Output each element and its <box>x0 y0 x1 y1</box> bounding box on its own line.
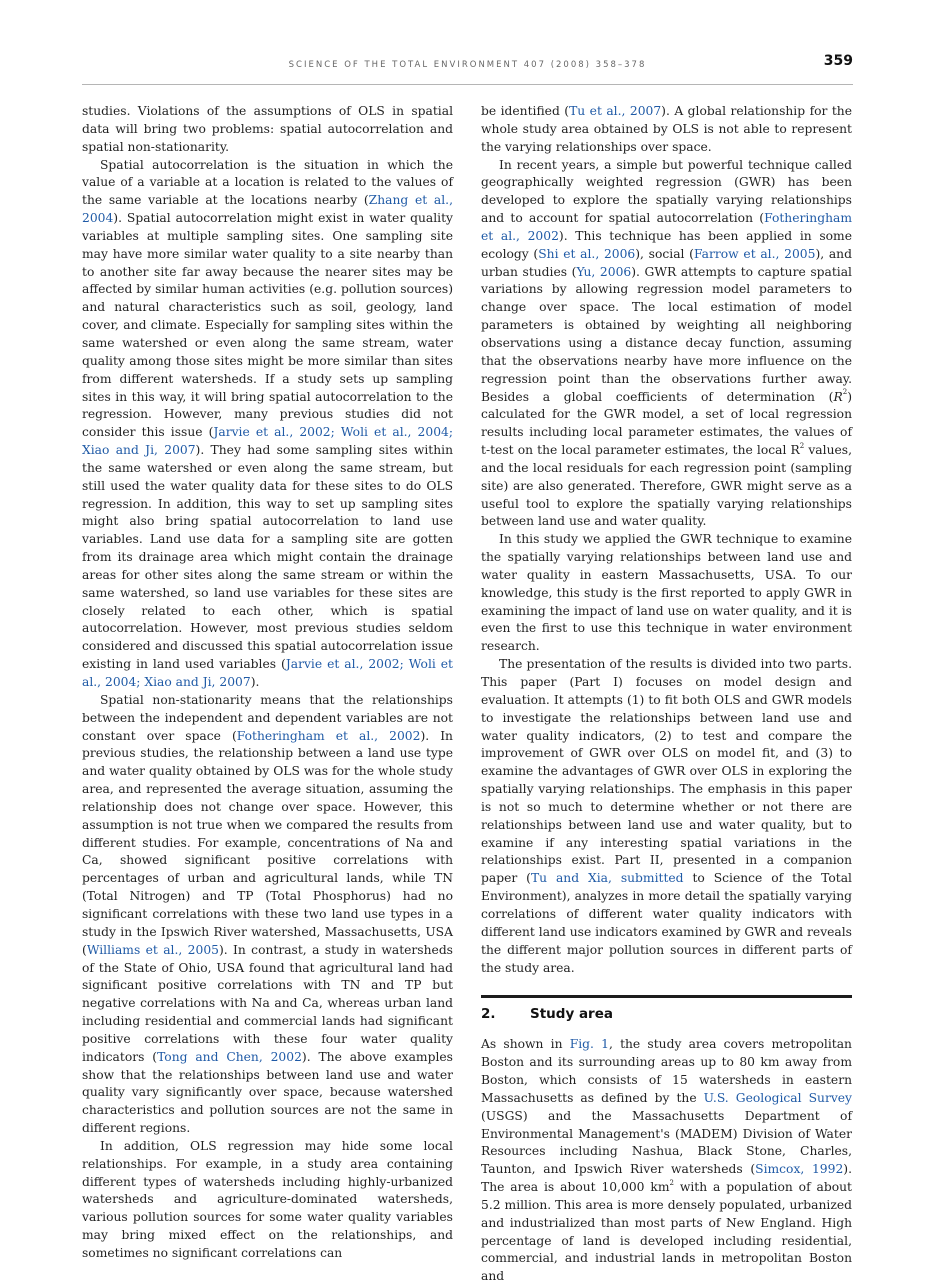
section-rule <box>481 995 852 998</box>
left-column <box>82 103 453 1263</box>
citation-link[interactable]: Zhang et al., 2004 <box>82 193 453 226</box>
journal-reference: SCIENCE OF THE TOTAL ENVIRONMENT 407 (2008) 358–378 <box>288 60 647 70</box>
right-paragraph-2 <box>481 157 852 532</box>
figure-link[interactable]: Fig. 1 <box>569 1037 609 1052</box>
text-run: ). A global relationship for the whole study area obtained by OLS is not able to represent the varying relationships over space. <box>481 104 852 154</box>
citation-link[interactable]: Simcox, 1992 <box>755 1162 844 1177</box>
section-heading <box>481 1006 852 1022</box>
left-paragraph-3 <box>82 692 453 1138</box>
running-head <box>82 50 853 78</box>
right-paragraph-4 <box>481 656 852 977</box>
left-paragraph-1: studies. Violations of the assumptions of OLS in spatial data will bring two problems: spatial autocorrelation and spatial non-stationarity. <box>82 104 453 154</box>
text-run: ). The area is about 10,000 km <box>481 1162 852 1195</box>
r-symbol: R <box>833 389 843 404</box>
citation-link[interactable]: Fotheringham et al., 2002 <box>481 211 852 243</box>
text-run: ). They had some sampling sites within the same watershed or even along the same stream, but still used the water quality data for these sites to do OLS regression. In addition, this way to set up sampling sites might also bring spatial autocorrelation to land use variables. Land use data for a sampling site are gotten from its drainage area which might contain the drainage areas for other sites along the same stream or within the same watershed, so land use variables for these sites are closely related to each other, which is spatial autocorrelation. However, most previous studies seldom considered and discussed this spatial autocorrelation issue existing in land used variables ( <box>82 443 453 672</box>
section-title: Study area <box>530 1006 613 1023</box>
text-run: ). <box>250 675 260 689</box>
right-paragraph-5 <box>481 1036 852 1286</box>
text-run: ). The above examples show that the relationships between land use and water quality vary significantly over space, because watershed characteristics and pollution sources are not the same in different regions. <box>82 1049 453 1136</box>
citation-link[interactable]: Jarvie et al., 2002; Woli et al., 2004; Xiao and Ji, 2007 <box>82 425 453 458</box>
citation-link[interactable]: U.S. Geological Survey <box>703 1090 853 1105</box>
left-paragraph-4: In addition, OLS regression may hide some local relationships. For example, in a study area containing different types of watersheds including highly-urbanized watersheds and agriculture-dominated watersheds, various pollution sources for some water quality variables may bring mixed effect on the relationships, and sometimes no significant correlations can <box>82 1138 453 1260</box>
text-run: ). This technique has been applied in some ecology ( <box>481 228 852 261</box>
text-run: ), social ( <box>635 246 694 261</box>
left-paragraph-2 <box>82 157 453 692</box>
superscript: 2 <box>669 1179 674 1187</box>
text-run: , the study area covers metropolitan Boston and its surrounding areas up to 80 km away from Boston, which consists of 15 watersheds in eastern Massachusetts as defined by the <box>481 1037 852 1105</box>
text-run: ), and urban studies ( <box>481 246 852 279</box>
superscript: 2 <box>799 441 805 450</box>
text-run: In recent years, a simple but powerful technique called geographically weighted regression (GWR) has been developed to explore the spatially varying relationships and to account for spatial autocorrelation ( <box>481 157 852 226</box>
text-run: ) calculated for the GWR model, a set of local regression results including local parameter estimates, the values of t-test on the local parameter estimates, the local R <box>481 389 852 458</box>
citation-link[interactable]: Yu, 2006 <box>576 264 632 279</box>
text-run: ). GWR attempts to capture spatial variations by allowing regression model parameters to change over space. The local estimation of model parameters is obtained by weighting all neighboring observations using a distance decay function, assuming that the observations nearby have more influence on the regression point than the observations further away. Besides a global coefficients of determination ( <box>481 264 852 404</box>
text-run: Spatial non-stationarity means that the relationships between the independent and dependent variables are not constant over space ( <box>82 692 453 743</box>
citation-link[interactable]: Tu and Xia, submitted <box>530 871 684 886</box>
right-column <box>481 103 852 1286</box>
section-number: 2. <box>481 1006 496 1023</box>
text-run: ). In previous studies, the relationship between a land use type and water quality obtained by OLS was for the whole study area, and represented the average situation, assuming the relationship does not change over space. However, this assumption is not true when we compared the results from different studies. For example, concentrations of Na and Ca, showed significant positive correlations with percentages of urban and agricultural lands, while TN (Total Nitrogen) and TP (Total Phosphorus) had no significant correlations with these two land use types in a study in the Ipswich River watershed, Massachusetts, USA ( <box>82 728 453 957</box>
citation-link[interactable]: Williams et al., 2005 <box>86 942 219 957</box>
citation-link[interactable]: Farrow et al., 2005 <box>693 246 816 261</box>
superscript: 2 <box>842 388 848 397</box>
text-run: The presentation of the results is divided into two parts. This paper (Part I) focuses on model design and evaluation. It attempts (1) to fit both OLS and GWR models to investigate the relationships between land use and water quality indicators, (2) to test and compare the improvement of GWR over OLS on model fit, and (3) to examine the advantages of GWR over OLS in exploring the spatially varying relationships. The emphasis in this paper is not so much to determine whether or not there are relationships between land use and water quality, but to examine if any interesting spatial variations in the relationships exist. Part II, presented in a companion paper ( <box>481 657 852 886</box>
right-paragraph-1 <box>481 103 852 157</box>
text-run: be identified ( <box>481 104 570 118</box>
text-run: values, and the local residuals for each regression point (sampling site) are also generated. Therefore, GWR might serve as a useful tool to explore the spatially varying relationships between land use and water quality. <box>481 443 852 529</box>
text-run: with a population of about 5.2 million. This area is more densely populated, urbanized and industrialized than most parts of New England. High percentage of land is developed including residential, commercial, and industrial lands in metropolitan Boston and <box>481 1180 852 1284</box>
text-run: ). Spatial autocorrelation might exist in water quality variables at multiple sampling sites. One sampling site may have more similar water quality to a site nearby than to another site far away because the nearer sites may be affected by similar human activities (e.g. pollution sources) and natural characteristics such as soil, geology, land cover, and climate. Especially for sampling sites within the same watershed or even along the same stream, water quality among those sites might be more similar than sites from different watersheds. If a study sets up sampling sites in this way, it will bring spatial autocorrelation to the regression. However, many previous studies did not consider this issue ( <box>82 211 453 440</box>
text-run: Spatial autocorrelation is the situation in which the value of a variable at a location is related to the values of the same variable at the locations nearby ( <box>82 157 453 208</box>
citation-link[interactable]: Tu et al., 2007 <box>569 104 662 118</box>
text-run: to Science of the Total Environment), analyzes in more detail the spatially varying correlations of different water quality indicators with different land use indicators examined by GWR and reveals the different major pollution sources in different parts of the study area. <box>481 871 852 975</box>
citation-link[interactable]: Tong and Chen, 2002 <box>157 1049 302 1064</box>
citation-link[interactable]: Shi et al., 2006 <box>538 246 636 261</box>
text-run: ). In contrast, a study in watersheds of the State of Ohio, USA found that agricultural land had significant positive correlations with TN and TP but negative correlations with Na and Ca, whereas urban land including residential and commercial lands had significant positive correlations with these four water quality indicators ( <box>82 942 453 1064</box>
text-run: (USGS) and the Massachusetts Department of Environmental Management's (MADEM) Division of Water Resources including Nashua, Black Stone, Charles, Taunton, and Ipswich River watersheds ( <box>481 1108 852 1177</box>
text-run: As shown in <box>481 1037 570 1052</box>
page-number: 359 <box>823 53 853 69</box>
right-paragraph-3: In this study we applied the GWR technique to examine the spatially varying relationships between land use and water quality in eastern Massachusetts, USA. To our knowledge, this study is the first reported to apply GWR in examining the impact of land use on water quality, and it is even the first to use this technique in water environment research. <box>481 532 852 654</box>
header-rule <box>82 84 853 85</box>
citation-link[interactable]: Jarvie et al., 2002; Woli et al., 2004; Xiao and Ji, 2007 <box>82 657 453 689</box>
citation-link[interactable]: Fotheringham et al., 2002 <box>236 728 421 743</box>
